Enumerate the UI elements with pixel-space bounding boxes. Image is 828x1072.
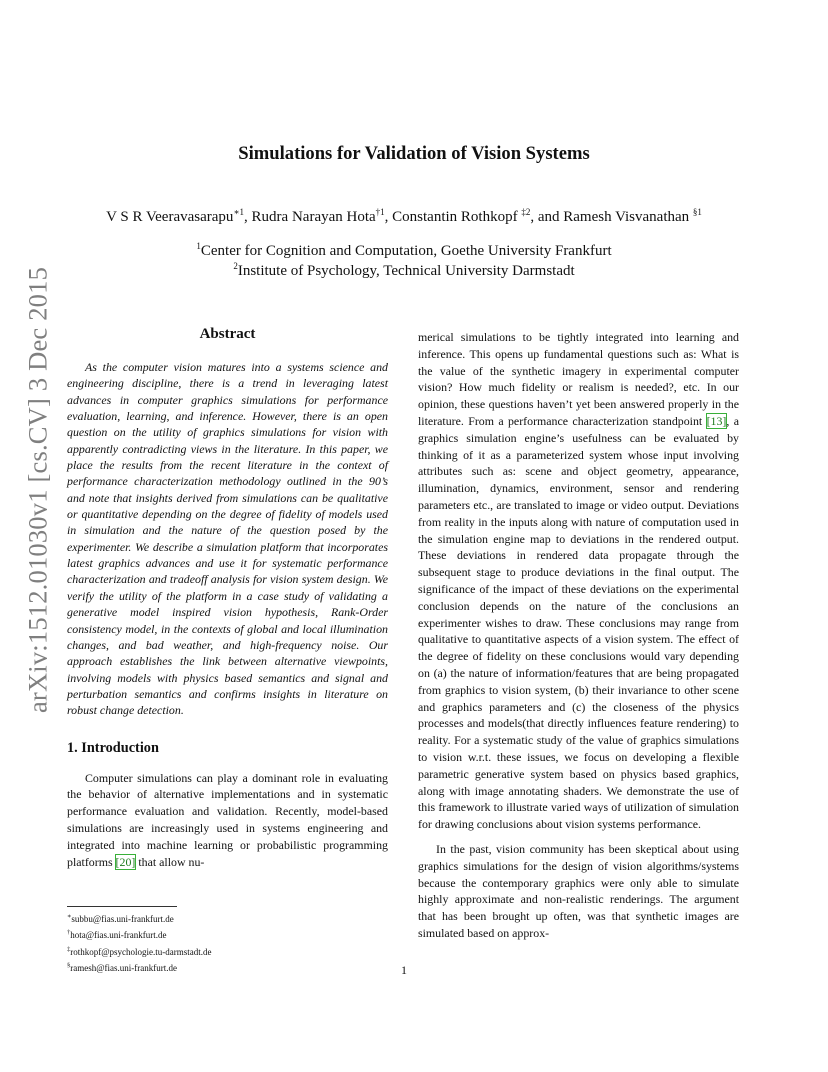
affiliation bbox=[0, 241, 808, 260]
affiliation-mark: 1 bbox=[196, 241, 201, 251]
author-mark: ∗1 bbox=[233, 207, 245, 217]
footnote-mark: † bbox=[67, 929, 71, 937]
footnote-mark: ‡ bbox=[67, 945, 71, 953]
footnote bbox=[67, 926, 388, 942]
arxiv-side-label bbox=[22, 266, 54, 714]
footnote bbox=[67, 943, 388, 959]
right-column bbox=[418, 329, 739, 942]
affiliation bbox=[0, 261, 808, 280]
author-mark: §1 bbox=[692, 207, 702, 217]
body-paragraph bbox=[418, 329, 739, 833]
citation-link[interactable]: [20] bbox=[115, 854, 136, 869]
author-name: V S R Veeravasarapu bbox=[106, 209, 234, 225]
author-name: Ramesh Visvanathan bbox=[563, 209, 690, 225]
footnote-email: rothkopf@psychologie.tu-darmstadt.de bbox=[70, 946, 212, 957]
intro-paragraph bbox=[67, 770, 388, 871]
footnote-mark: ∗ bbox=[67, 913, 72, 920]
author-mark: ‡2 bbox=[521, 207, 531, 217]
affiliation-mark: 2 bbox=[233, 261, 238, 271]
footnote-rule bbox=[67, 906, 177, 907]
footnote bbox=[67, 910, 388, 926]
paragraph-text: Computer simulations can play a dominant role in evaluating the behavior of alternative implementations and in systematic performance evaluation and validation. Recently, model-based simulations are increasingly used in systems engineering and integrated into machine learning or probabilistic programming platforms bbox=[67, 770, 388, 869]
paragraph-text: , a graphics simulation engine’s usefulness can be evaluated by thinking of it as a parameterized system whose input involving attributes such as: scene and object geometry, appearance, illumination, dynamics, environment, sensor and rendering parameters etc., are translated to image or video output. Deviations from reality in the inputs along with nature of computation used in the simulation engine map to deviations in the rendered output. These deviations in rendered data propagate through the subsequent stage to produce deviations in the final output. The significance of the impact of these deviations on the experimental conclusion depends on the nature of the conclusions an experimenter wishes to draw. These conclusions may range from qualitative to quantitative aspects of a vision system. The effect of the degree of fidelity on these conclusions would vary depending on (a) the nature of information/features that are being propagated from graphics to vision system, (b) their invariance to other scene and graphics parameters and (c) the closeness of the physics processes and models(that directly influences feature rendering) to reality. For a systematic study of the value of graphics simulations to vision w.r.t. these issues, we focus on developing a flexible parametric generative system based on physics based graphics, along with image annotating shaders. We demonstrate the use of this framework to illustrate varied ways of utilization of simulation for drawing conclusions about vision systems performance. bbox=[418, 413, 739, 832]
affiliation-text: Center for Cognition and Computation, Goethe University Frankfurt bbox=[200, 243, 612, 259]
author-separator: , and bbox=[530, 209, 564, 225]
abstract-text: As the computer vision matures into a systems science and engineering discipline, there is a trend in leveraging latest advances in computer graphics simulations for performance evaluation, learning, and inference. However, there is an open question on the utility of graphics simulations for vision with apparently contradicting views in the literature. In this paper, we place the results from the recent literature in the context of performance characterization methodology outlined in the 90’s and note that insights derived from simulations can be qualitative or quantitative depending on the degree of fidelity of models used in simulation and the nature of the question posed by the experimenter. We describe a simulation platform that incorporates latest graphics advances and use it for systematic performance characterization and tradeoff analysis for vision system design. We verify the utility of the platform in a case study of validating a generative model inspired vision hypothesis, Rank-Order consistency model, in the contexts of global and local illumination changes, and bad weather, and high-frequency noise. Our approach establishes the link between alternative viewpoints, involving models with physics based semantics and signal and perturbation semantics and confirms insights in literature on robust change detection. bbox=[67, 360, 388, 718]
section-heading-introduction: 1. Introduction bbox=[67, 739, 159, 756]
footnote-email: ramesh@fias.uni-frankfurt.de bbox=[70, 962, 177, 973]
footnote-email: hota@fias.uni-frankfurt.de bbox=[70, 930, 167, 941]
author-list bbox=[0, 207, 808, 226]
footnote-mark: § bbox=[67, 961, 71, 969]
citation-link[interactable]: [13] bbox=[706, 413, 727, 428]
left-column bbox=[67, 326, 388, 870]
author-separator: , bbox=[244, 209, 252, 225]
author-mark: †1 bbox=[375, 207, 385, 217]
page-number: 1 bbox=[401, 963, 407, 977]
affiliation-text: Institute of Psychology, Technical University Darmstadt bbox=[237, 263, 575, 279]
author-name: Constantin Rothkopf bbox=[392, 209, 518, 225]
paragraph-text: merical simulations to be tightly integrated into learning and inference. This opens up fundamental questions such as: What is the value of the synthetic imagery in experimental computer vision? How much fidelity or realism is needed?, etc. In our opinion, these questions haven’t yet been answered properly in the literature. From a performance characterization standpoint bbox=[418, 330, 739, 428]
paper-title: Simulations for Validation of Vision Systems bbox=[238, 143, 590, 164]
body-paragraph: In the past, vision community has been skeptical about using graphics simulations for the design of vision algorithms/systems because the contemporary graphics were only able to simulate highly approximate and non-realistic renderings. The argument that has been brought up often, was that synthetic images are simulated based on approx- bbox=[418, 841, 739, 940]
paragraph-text: that allow nu- bbox=[135, 854, 205, 869]
arxiv-identifier: arXiv:1512.01030v1 [cs.CV] 3 Dec 2015 bbox=[22, 266, 53, 714]
footnote-email: subbu@fias.uni-frankfurt.de bbox=[71, 914, 174, 924]
abstract-heading: Abstract bbox=[199, 326, 256, 342]
author-name: Rudra Narayan Hota bbox=[251, 209, 376, 225]
author-separator: , bbox=[384, 209, 393, 225]
